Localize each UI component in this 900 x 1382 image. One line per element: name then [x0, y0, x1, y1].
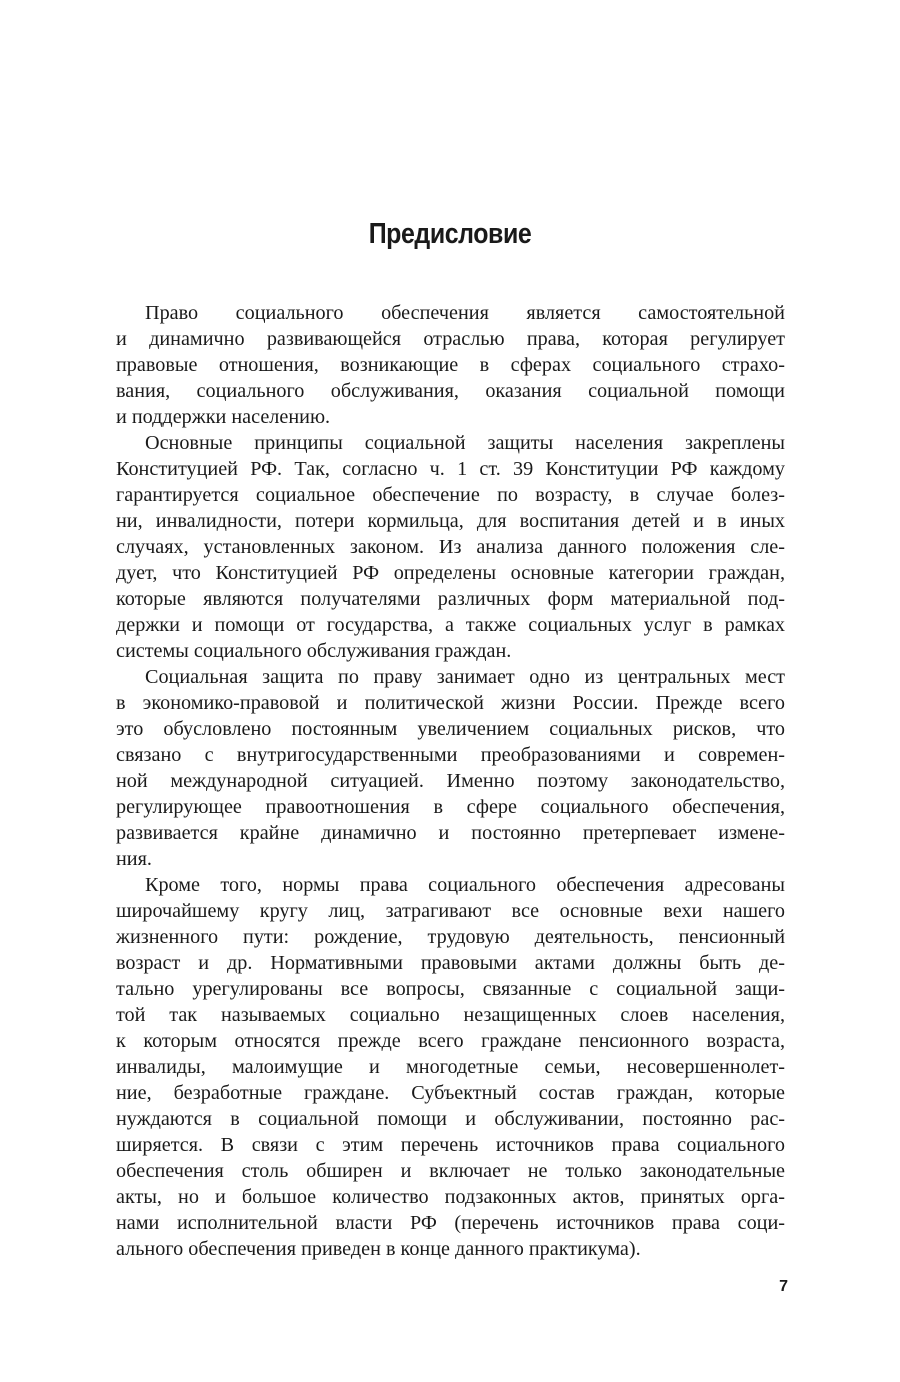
text-line: держки и помощи от государства, а также социальных услуг в рамках	[116, 614, 785, 636]
text-line: тально урегулированы все вопросы, связанные с социальной защи-	[116, 978, 785, 1000]
text-line: в экономико-правовой и политической жизни России. Прежде всего	[116, 692, 785, 714]
text-line: правовые отношения, возникающие в сферах социального страхо-	[116, 354, 785, 376]
text-line: Конституцией РФ. Так, согласно ч. 1 ст. 39 Конституции РФ каждому	[116, 458, 785, 480]
text-line: широчайшему кругу лиц, затрагивают все основные вехи нашего	[116, 900, 785, 922]
text-line: ширяется. В связи с этим перечень источников права социального	[116, 1134, 785, 1156]
text-line: связано с внутригосударственными преобразованиями и современ-	[116, 744, 785, 766]
text-line: которые являются получателями различных форм материальной под-	[116, 588, 785, 610]
text-line: Социальная защита по праву занимает одно из центральных мест	[145, 666, 785, 688]
text-line: Кроме того, нормы права социального обеспечения адресованы	[145, 874, 785, 896]
text-line: регулирующее правоотношения в сфере социального обеспечения,	[116, 796, 785, 818]
text-line: это обусловлено постоянным увеличением социальных рисков, что	[116, 718, 785, 740]
text-line: ние, безработные граждане. Субъектный состав граждан, которые	[116, 1082, 785, 1104]
text-line: акты, но и большое количество подзаконных актов, принятых орга-	[116, 1186, 785, 1208]
text-line: инвалиды, малоимущие и многодетные семьи, несовершеннолет-	[116, 1056, 785, 1078]
text-line: нами исполнительной власти РФ (перечень источников права соци-	[116, 1212, 785, 1234]
text-line: системы социального обслуживания граждан.	[116, 640, 512, 662]
text-line: ни, инвалидности, потери кормильца, для воспитания детей и в иных	[116, 510, 785, 532]
text-line: к которым относятся прежде всего граждане пенсионного возраста,	[116, 1030, 785, 1052]
text-line: случаях, установленных законом. Из анализа данного положения сле-	[116, 536, 785, 558]
text-line: ния.	[116, 848, 152, 870]
text-line: жизненного пути: рождение, трудовую деятельность, пенсионный	[116, 926, 785, 948]
text-line: обеспечения столь обширен и включает не только законодательные	[116, 1160, 785, 1182]
text-line: Основные принципы социальной защиты населения закреплены	[145, 432, 785, 454]
page-title: Предисловие	[368, 218, 532, 250]
text-line: и динамично развивающейся отраслью права, которая регулирует	[116, 328, 785, 350]
text-line: Право социального обеспечения является самостоятельной	[145, 302, 785, 324]
text-line: дует, что Конституцией РФ определены основные категории граждан,	[116, 562, 785, 584]
page-number: 7	[779, 1278, 788, 1295]
text-line: вания, социального обслуживания, оказания социальной помощи	[116, 380, 785, 402]
text-line: развивается крайне динамично и постоянно претерпевает измене-	[116, 822, 785, 844]
text-line: возраст и др. Нормативными правовыми актами должны быть де-	[116, 952, 785, 974]
text-line: ной международной ситуацией. Именно поэтому законодательство,	[116, 770, 785, 792]
text-line: ального обеспечения приведен в конце данного практикума).	[116, 1238, 641, 1260]
text-line: гарантируется социальное обеспечение по возрасту, в случае болез-	[116, 484, 785, 506]
text-line: и поддержки населению.	[116, 406, 331, 428]
text-line: той так называемых социально незащищенных слоев населения,	[116, 1004, 785, 1026]
text-line: нуждаются в социальной помощи и обслуживании, постоянно рас-	[116, 1108, 785, 1130]
